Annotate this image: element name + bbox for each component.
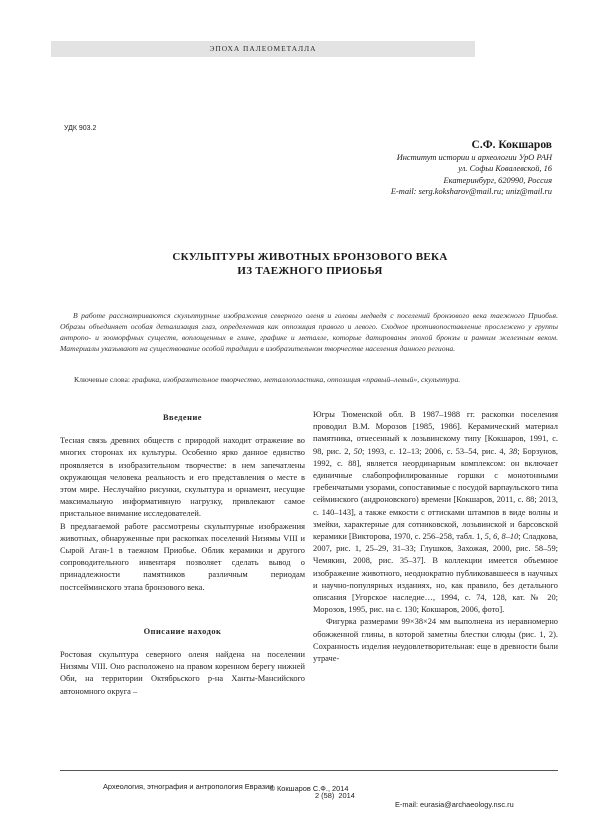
article-title (60, 250, 560, 278)
finds-paragraph-2: Фигурка размерами 99×38×24 мм выполнена из неравномерно обожженной глины, в которой заметны блестки слюды (рис. 1, 2). Сохранность изделия неудовлетворительная: еще в древности были утраче- (313, 617, 558, 664)
author-city: Екатеринбург, 620990, Россия (443, 175, 552, 185)
section-heading-intro: Введение (162, 413, 203, 422)
left-column (60, 412, 305, 698)
keywords-list: графика, изобразительное творчество, металлопластика, оппозиция «правый–левый», скульптура. (131, 375, 461, 384)
text-run-italic: 5, 6, 8–10 (484, 532, 519, 542)
right-column (313, 409, 558, 665)
udk-code: УДК 903.2 (64, 125, 97, 132)
author-institute: Институт истории и археологии УрО РАН (396, 153, 552, 162)
text-run-italic: 38 (508, 446, 518, 456)
author-street: ул. Софьи Ковалевской, 16 (458, 164, 552, 174)
section-header-title: ЭПОХА ПАЛЕОМЕТАЛЛА (209, 44, 317, 53)
section-header-band (51, 41, 475, 57)
abstract (60, 310, 558, 354)
keywords (74, 374, 560, 385)
keywords-label: Ключевые слова: (74, 375, 130, 384)
abstract-text: В работе рассматриваются скульптурные изображения северного оленя и головы медведя с поселений бронзового века таежного Приобья. Образы объединяет особая детализация глаз, определенная как оппозиция правого и левого. Сходное противопоставление прослежено у группы антропо- и зооморфных существ, воплощенных в глине, графике и металле, которые датированы эпохой бронзы и ранним железным веком. Материалы указывают на существование особой традиции в изобразительном творчестве населения данного региона. (60, 311, 558, 353)
footer-email[interactable]: E-mail: eurasia@archaeology.nsc.ru (395, 800, 514, 809)
author-block (391, 138, 552, 197)
author-name: С.Ф. Кокшаров (471, 139, 552, 151)
text-run: ; 1993, с. 12–13; 2006, с. 53–54, рис. 4, (362, 446, 509, 456)
footer-divider (60, 770, 558, 771)
text-run: ; Борзунов, 1992, с. 88], является неординарным комплексом: он включает единичные слабопрофилированные горшки с монотонными гребенчатыми узорами, сопоставимые с посудой варпаульского типа сейминского (андроновского) времени [Кокшаров, 2011, с. 88; 2013, с. 140–143], а также емкости с оттисками штампов в виде волны и змейки, характерные для сотниковской, лозьвинской и барсовской керамики [Викторова, 1970, с. 256–258, табл. 1, (313, 446, 558, 542)
article-title-line-2: ИЗ ТАЕЖНОГО ПРИОБЬЯ (237, 265, 383, 277)
intro-paragraph-2: В предлагаемой работе рассмотрены скульптурные изображения животных, обнаруженные при раскопках поселений Низямы VIII и Сырой Аган-1 в таежном Приобье. Облик керамики и другого сопроводительного инвентаря позволяет сделать вывод о принадлежности памятников различным периодам постсейминского этапа бронзового века. (60, 521, 305, 592)
footer-copyright: © Кокшаров С.Ф., 2014 (269, 784, 349, 793)
footer-issue: 2 (58) 2014 (315, 791, 355, 800)
finds-paragraph-continued (313, 409, 558, 616)
footer-journal-name: Археология, этнография и антропология Евразии (103, 782, 274, 791)
section-heading-finds: Описание находок (143, 626, 222, 636)
intro-paragraph-1: Тесная связь древних обществ с природой находит отражение во многих сторонах их культуры. Особенно ярко данное единство проявляется в изобразительном творчестве: в нем запечатлены окружающая человека реальность и его представления о месте в этом мире. Неслучайно рисунки, скульптура и орнамент, несущие максимальную информативную нагрузку, привлекают самое пристальное внимание исследователей. (60, 436, 305, 519)
article-title-line-1: СКУЛЬПТУРЫ ЖИВОТНЫХ БРОНЗОВОГО ВЕКА (172, 251, 448, 263)
text-run: ; Сладкова, 2007, рис. 1, 25–29, 31–33; Глушков, Захожая, 2000, рис. 58–59; Чемякин, 2008, рис. 35–37]. В коллекции имеется объемное изображение животного, неоднократно публиковавшееся в научных и научно-популярных изданиях, но, как правило, без детального описания [Угорское наследие…, 1994, с. 74, 128, кат. № 20; Морозов, 1995, рис. на с. 130; Кокшаров, 2006, фото]. (313, 532, 559, 615)
text-run-italic: 50 (353, 446, 362, 456)
finds-paragraph-1: Ростовая скульптура северного оленя найдена на поселении Низямы VIII. Оно расположено на правом коренном берегу нижней Оби, на территории Октябрьского р-на Ханты-Мансийского автономного округа – (60, 650, 305, 696)
author-email[interactable]: E-mail: serg.koksharov@mail.ru; uniz@mail.ru (390, 186, 552, 196)
text-run: Югры Тюменской обл. В 1987–1988 гг. раскопки поселения проводил В.М. Морозов [1985, 1986]. Керамический материал памятника, отнесенный к лозьвинскому типу [Кокшаров, 1991, с. 98, рис. 2, (313, 410, 558, 456)
